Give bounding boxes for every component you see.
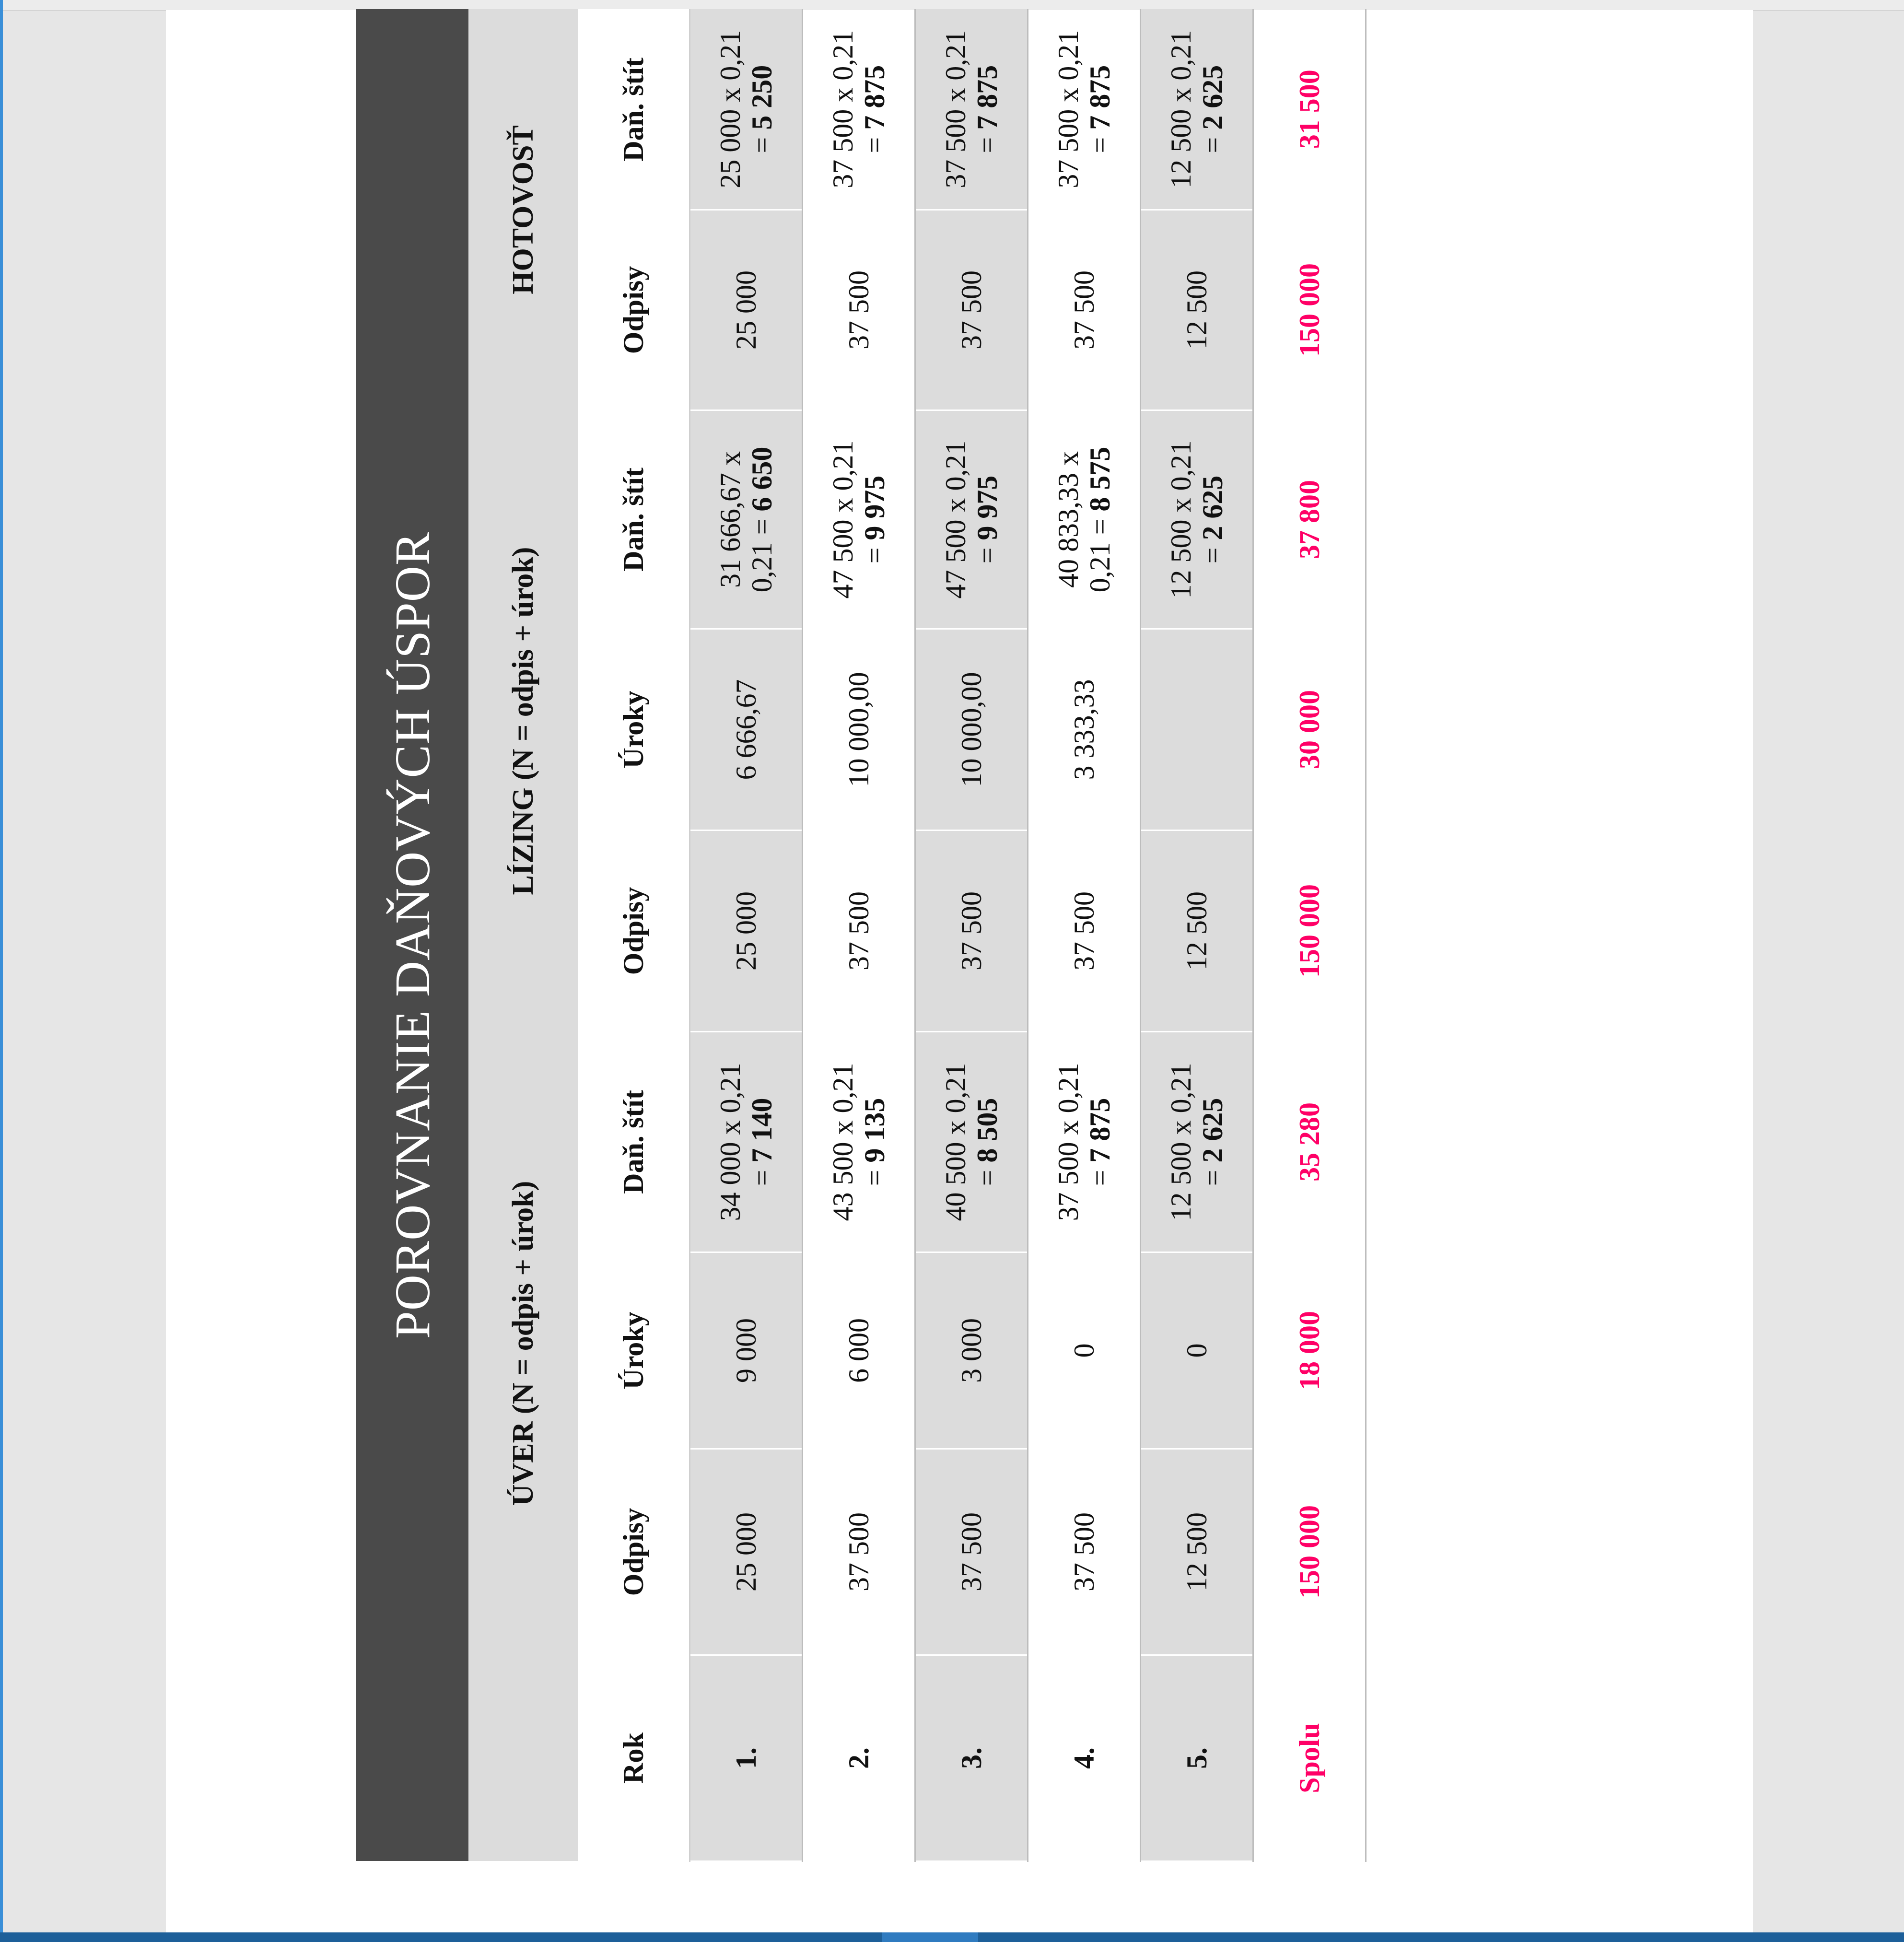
calc-eq: =	[971, 129, 1003, 153]
calc-eq: =	[971, 540, 1003, 564]
calc-line: 37 500 x 0,21	[940, 30, 971, 188]
col-header-uver-stit: Daň. štít	[578, 1032, 690, 1252]
cell-hot-odpisy: 25 000	[690, 210, 803, 410]
cell-rok: 2.	[803, 1655, 915, 1861]
calc-result	[1084, 411, 1116, 628]
cell-hot-stit	[803, 9, 915, 210]
calc-line: 40 833,33 x	[1052, 451, 1084, 588]
cell-uver-odpisy: 25 000	[690, 1449, 803, 1655]
total-row	[1253, 9, 1366, 1861]
total-lizing-odpisy: 150 000	[1253, 831, 1366, 1032]
calc-result	[746, 411, 778, 628]
calc-value: 2 625	[1197, 1098, 1228, 1163]
total-uver-uroky: 18 000	[1253, 1252, 1366, 1449]
cell-lizing-odpisy: 37 500	[915, 831, 1028, 1032]
cell-uver-uroky: 0	[1028, 1252, 1141, 1449]
col-header-lizing-stit: Daň. štít	[578, 410, 690, 629]
calc-value: 7 140	[746, 1098, 778, 1163]
cell-lizing-uroky: 6 666,67	[690, 629, 803, 831]
calc-result	[859, 1032, 890, 1252]
cell-lizing-odpisy: 37 500	[1028, 831, 1141, 1032]
cell-uver-stit	[1141, 1032, 1253, 1252]
cell-hot-odpisy: 37 500	[803, 210, 915, 410]
group-uver: ÚVER (N = odpis + úrok)	[468, 1032, 578, 1655]
total-hot-stit: 31 500	[1253, 9, 1366, 210]
calc-eq: =	[1197, 540, 1228, 564]
calc-value: 7 875	[1084, 1098, 1116, 1163]
window-left-edge	[0, 0, 3, 1942]
calc-line: 37 500 x 0,21	[827, 30, 859, 188]
table-row	[915, 9, 1028, 1861]
cell-uver-stit	[1028, 1032, 1141, 1252]
calc-value: 9 135	[859, 1098, 890, 1163]
calc-value: 8 575	[1084, 446, 1116, 512]
calc-result	[746, 1032, 778, 1252]
cell-uver-uroky: 9 000	[690, 1252, 803, 1449]
calc-line: 25 000 x 0,21	[714, 30, 746, 188]
cell-lizing-stit	[803, 410, 915, 629]
cell-uver-odpisy: 37 500	[915, 1449, 1028, 1655]
calc-eq: =	[859, 540, 890, 564]
group-empty	[468, 1655, 578, 1861]
calc-result	[1197, 411, 1228, 628]
viewer-bottom-bar	[0, 1932, 1904, 1942]
calc-result	[859, 411, 890, 628]
col-header-lizing-odpisy: Odpisy	[578, 831, 690, 1032]
calc-line: 37 500 x 0,21	[1052, 1063, 1084, 1221]
calc-result	[746, 9, 778, 209]
calc-line: 31 666,67 x	[714, 451, 746, 588]
calc-eq: =	[1084, 129, 1116, 153]
total-lizing-stit: 37 800	[1253, 410, 1366, 629]
cell-rok: 1.	[690, 1655, 803, 1861]
cell-hot-stit	[1141, 9, 1253, 210]
calc-eq: =	[1197, 1162, 1228, 1186]
table-row	[803, 9, 915, 1861]
total-hot-odpisy: 150 000	[1253, 210, 1366, 410]
cell-hot-stit	[1028, 9, 1141, 210]
calc-line: 37 500 x 0,21	[1052, 30, 1084, 188]
total-uver-stit: 35 280	[1253, 1032, 1366, 1252]
scrollbar-thumb[interactable]	[882, 1932, 978, 1942]
group-lizing: LÍZING (N = odpis + úrok)	[468, 410, 578, 1032]
cell-lizing-stit	[1141, 410, 1253, 629]
calc-result	[971, 1032, 1003, 1252]
group-hotovost: HOTOVOSŤ	[468, 9, 578, 410]
calc-value: 7 875	[1084, 65, 1116, 130]
cell-hot-stit	[915, 9, 1028, 210]
tax-savings-table	[356, 9, 1367, 1862]
calc-eq: =	[1197, 129, 1228, 153]
cell-lizing-uroky: 10 000,00	[915, 629, 1028, 831]
cell-uver-odpisy: 12 500	[1141, 1449, 1253, 1655]
calc-line: 47 500 x 0,21	[827, 440, 859, 599]
cell-lizing-odpisy: 12 500	[1141, 831, 1253, 1032]
total-uver-odpisy: 150 000	[1253, 1449, 1366, 1655]
calc-eq: =	[1084, 1162, 1116, 1186]
calc-result	[971, 9, 1003, 209]
cell-lizing-odpisy: 37 500	[803, 831, 915, 1032]
calc-line: 34 000 x 0,21	[714, 1063, 746, 1221]
cell-lizing-stit	[1028, 410, 1141, 629]
calc-eq: =	[859, 1162, 890, 1186]
cell-uver-odpisy: 37 500	[1028, 1449, 1141, 1655]
calc-line: 12 500 x 0,21	[1165, 440, 1197, 599]
cell-lizing-uroky: 3 333,33	[1028, 629, 1141, 831]
rotated-table-container	[356, 10, 1360, 1862]
calc-line: 12 500 x 0,21	[1165, 1063, 1197, 1221]
cell-rok: 3.	[915, 1655, 1028, 1861]
cell-hot-odpisy: 12 500	[1141, 210, 1253, 410]
calc-result	[1197, 9, 1228, 209]
calc-value: 7 875	[971, 65, 1003, 130]
calc-value: 5 250	[746, 65, 778, 130]
cell-rok: 4.	[1028, 1655, 1141, 1861]
calc-result	[971, 411, 1003, 628]
cell-uver-stit	[803, 1032, 915, 1252]
calc-eq: =	[859, 129, 890, 153]
calc-result	[1084, 1032, 1116, 1252]
col-header-hot-odpisy: Odpisy	[578, 210, 690, 410]
calc-value: 2 625	[1197, 475, 1228, 540]
cell-uver-uroky: 0	[1141, 1252, 1253, 1449]
calc-result	[859, 9, 890, 209]
cell-rok: 5.	[1141, 1655, 1253, 1861]
table-row	[1028, 9, 1141, 1861]
cell-uver-stit	[915, 1032, 1028, 1252]
calc-value: 8 505	[971, 1098, 1003, 1163]
calc-line: 47 500 x 0,21	[940, 440, 971, 599]
table-row	[690, 9, 803, 1861]
calc-value: 2 625	[1197, 65, 1228, 130]
cell-lizing-stit	[690, 410, 803, 629]
table-title: POROVNANIE DAŇOVÝCH ÚSPOR	[356, 9, 468, 1861]
calc-result	[1197, 1032, 1228, 1252]
cell-uver-stit	[690, 1032, 803, 1252]
calc-line: 12 500 x 0,21	[1165, 30, 1197, 188]
col-header-uver-odpisy: Odpisy	[578, 1449, 690, 1655]
calc-eq: =	[971, 1162, 1003, 1186]
calc-value: 7 875	[859, 65, 890, 130]
col-header-rok: Rok	[578, 1655, 690, 1861]
cell-uver-uroky: 3 000	[915, 1252, 1028, 1449]
cell-hot-odpisy: 37 500	[1028, 210, 1141, 410]
total-lizing-uroky: 30 000	[1253, 629, 1366, 831]
calc-eq: 0,21 =	[746, 511, 778, 593]
col-header-hot-stit: Daň. štít	[578, 9, 690, 210]
cell-lizing-odpisy: 25 000	[690, 831, 803, 1032]
cell-lizing-uroky: 10 000,00	[803, 629, 915, 831]
col-header-uver-uroky: Úroky	[578, 1252, 690, 1449]
calc-result	[1084, 9, 1116, 209]
calc-value: 9 975	[859, 475, 890, 540]
cell-lizing-uroky	[1141, 629, 1253, 831]
cell-hot-stit	[690, 9, 803, 210]
total-label: Spolu	[1253, 1655, 1366, 1861]
table-row	[1141, 9, 1253, 1861]
cell-hot-odpisy: 37 500	[915, 210, 1028, 410]
calc-eq: =	[746, 129, 778, 153]
calc-eq: 0,21 =	[1084, 511, 1116, 593]
cell-uver-uroky: 6 000	[803, 1252, 915, 1449]
col-header-lizing-uroky: Úroky	[578, 629, 690, 831]
calc-value: 6 650	[746, 446, 778, 512]
calc-line: 40 500 x 0,21	[940, 1063, 971, 1221]
cell-uver-odpisy: 37 500	[803, 1449, 915, 1655]
calc-line: 43 500 x 0,21	[827, 1063, 859, 1221]
cell-lizing-stit	[915, 410, 1028, 629]
calc-eq: =	[746, 1162, 778, 1186]
calc-value: 9 975	[971, 475, 1003, 540]
